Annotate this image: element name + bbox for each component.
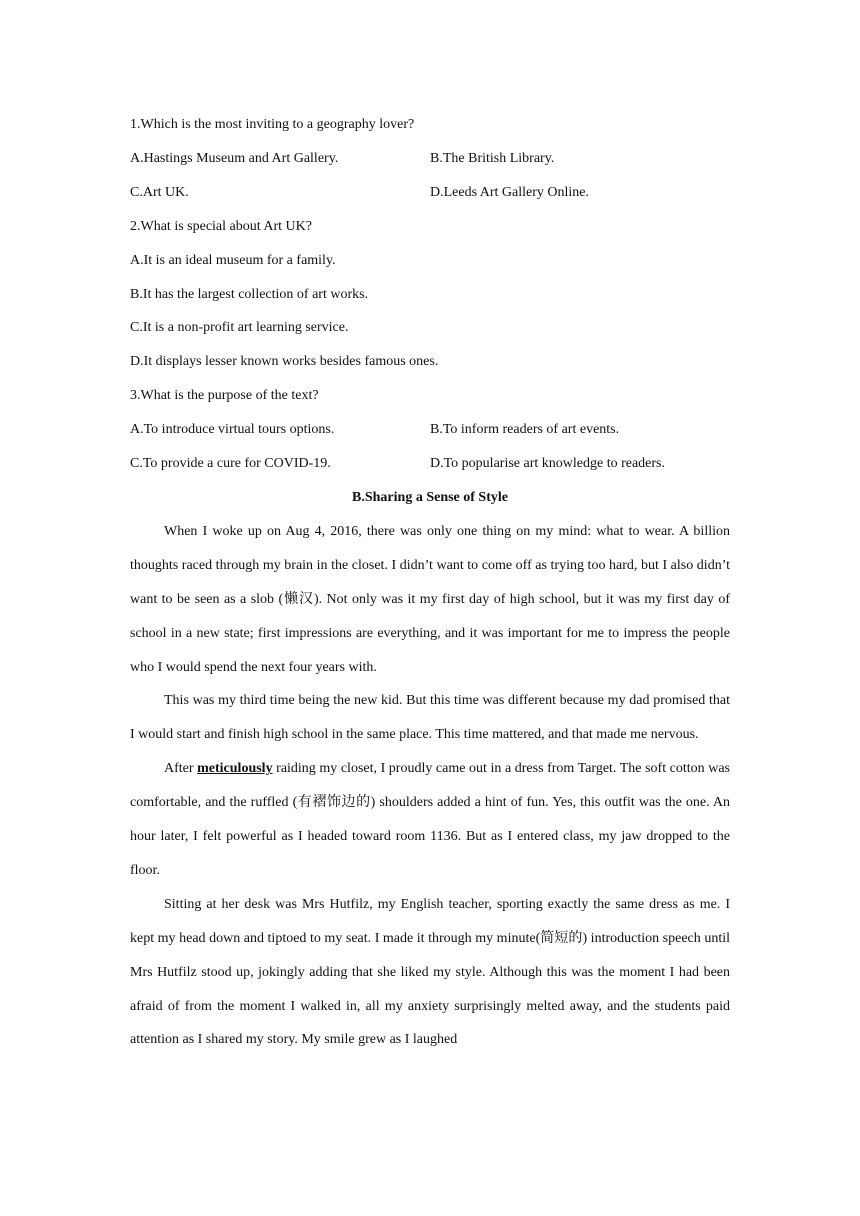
- question-2-option-a: A.It is an ideal museum for a family.: [130, 252, 336, 268]
- question-1-options-row-1: [130, 142, 730, 176]
- passage-paragraph-3: [130, 752, 730, 888]
- question-3-option-a: A.To introduce virtual tours options.: [130, 422, 335, 438]
- question-3-options-row-1: [130, 413, 730, 447]
- question-2-option-d: D.It displays lesser known works besides famous ones.: [130, 354, 439, 370]
- question-2-option-c: C.It is a non-profit art learning service.: [130, 320, 349, 336]
- question-3-option-b: B.To inform readers of art events.: [430, 422, 620, 438]
- passage-paragraph-4: Sitting at her desk was Mrs Hutfilz, my English teacher, sporting exactly the same dress as me. I kept my head down and tiptoed to my seat. I made it through my minute(简短的) introduction speech until Mrs Hutfilz stood up, jokingly adding that she liked my style. Although this was the moment I had been afraid of from the moment I walked in, all my anxiety surprisingly melted away, and the students paid attention as I shared my story. My smile grew as I laughed: [130, 896, 730, 1048]
- question-3-options-row-2: [130, 447, 730, 481]
- passage-paragraph-2: This was my third time being the new kid. But this time was different because my dad promised that I would start and finish high school in the same place. This time mattered, and that made me nervous.: [130, 693, 730, 743]
- question-1-option-c: C.Art UK.: [130, 184, 189, 200]
- question-3-stem: 3.What is the purpose of the text?: [130, 388, 319, 404]
- document-content: [130, 108, 730, 1057]
- question-1-options-row-2: [130, 176, 730, 210]
- paragraph-3-lead: After: [164, 761, 198, 777]
- question-3-option-d: D.To popularise art knowledge to readers.: [430, 456, 665, 472]
- question-2-stem: 2.What is special about Art UK?: [130, 218, 312, 234]
- question-1-option-a: A.Hastings Museum and Art Gallery.: [130, 150, 339, 166]
- question-1-option-b: B.The British Library.: [430, 150, 555, 166]
- passage-paragraph-1: When I woke up on Aug 4, 2016, there was only one thing on my mind: what to wear. A billion thoughts raced through my brain in the closet. I didn’t want to come off as trying too hard, but I also didn’t want to be seen as a slob (懒汉). Not only was it my first day of high school, but it was my first day of school in a new state; first impressions are everything, and it was important for me to impress the people who I would spend the next four years with.: [130, 523, 730, 675]
- question-3-option-c: C.To provide a cure for COVID-19.: [130, 456, 331, 472]
- paragraph-3-rest: raiding my closet, I proudly came out in a dress from Target. The soft cotton was comfortable, and the ruffled (有褶饰边的) shoulders added a hint of fun. Yes, this outfit was the one. An hour later, I felt powerful as I headed toward room 1136. But as I entered class, my jaw dropped to the floor.: [130, 761, 730, 878]
- passage-title: B.Sharing a Sense of Style: [352, 489, 508, 505]
- question-1-stem: 1.Which is the most inviting to a geography lover?: [130, 117, 415, 132]
- question-1-option-d: D.Leeds Art Gallery Online.: [430, 184, 590, 200]
- question-2-option-b: B.It has the largest collection of art works.: [130, 286, 369, 302]
- underlined-keyword: meticulously: [197, 761, 273, 777]
